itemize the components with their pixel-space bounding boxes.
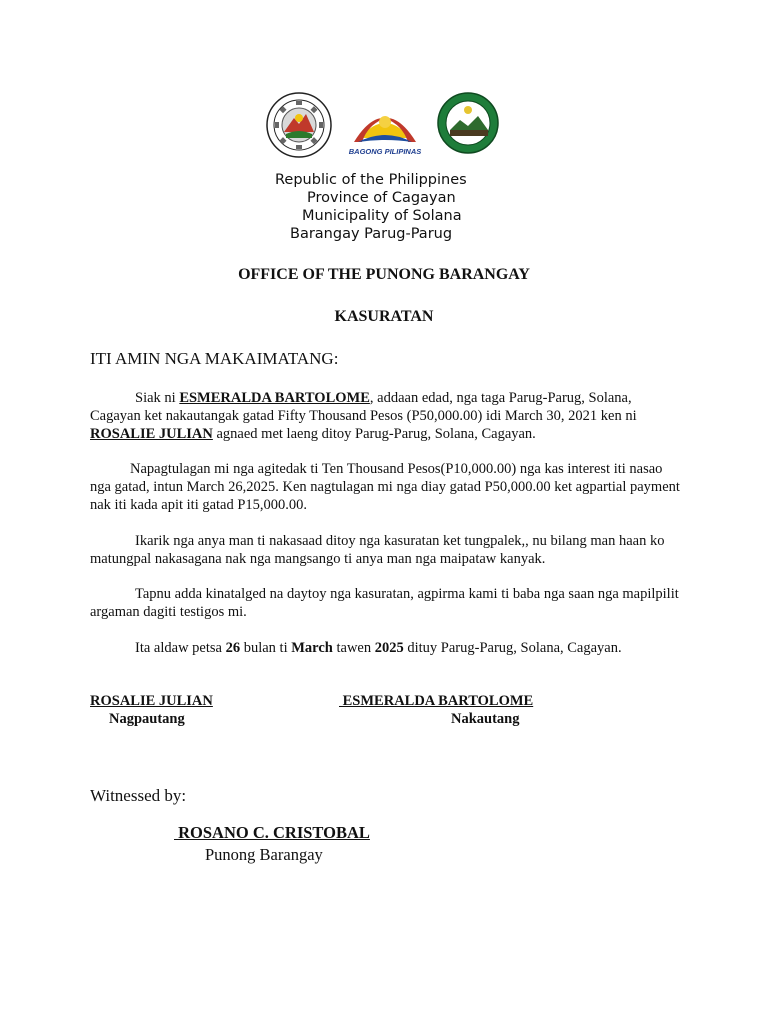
- witness-label: Witnessed by:: [90, 786, 187, 805]
- p1-text-c: agnaed met laeng ditoy Parug-Parug, Solana, Cagayan.: [212, 426, 536, 442]
- p1-text-b: , addaan edad, nga taga Parug-Parug, Solana, Cagayan ket nakautangak gatad Fifty Thousand Pesos (P50,000.00) idi March 30, 2021 ken ni: [90, 390, 637, 424]
- right-signatory-role: Nakautang: [451, 711, 520, 727]
- seals-row: [264, 92, 504, 162]
- p5-text-c: tawen: [332, 640, 375, 656]
- date-day: 26: [225, 640, 241, 656]
- barangay-seal-logo: [264, 92, 334, 158]
- header-municipality: Municipality of Solana: [302, 208, 462, 224]
- document-title: KASURATAN: [334, 308, 434, 325]
- paragraph-2: Napagtulagan mi nga agitedak ti Ten Thousand Pesos(P10,000.00) nga kas interest iti nasao nga gatad, intun March 26,2025. Ken nagtulagan mi nga diay gatad P50,000.00 ket agpartial payment nak iti kada apit iti gatad P15,000.00.: [90, 461, 680, 513]
- left-signatory-name: ROSALIE JULIAN: [90, 693, 213, 709]
- witness-name: ROSANO C. CRISTOBAL: [174, 823, 370, 842]
- witness-role: Punong Barangay: [205, 845, 323, 864]
- bagong-pilipinas-logo: [340, 98, 430, 158]
- header-province: Province of Cagayan: [307, 190, 456, 206]
- left-signatory-role: Nagpautang: [109, 711, 185, 727]
- creditor-name: ROSALIE JULIAN: [90, 426, 213, 442]
- date-month: March: [291, 640, 333, 656]
- paragraph-3: Ikarik nga anya man ti nakasaad ditoy nga kasuratan ket tungpalek,, nu bilang man haan ko matungpal nakasagana nak nga mangsango ti anya man nga maipataw kanyak.: [90, 533, 665, 567]
- paragraph-1: [90, 389, 680, 443]
- header-barangay: Barangay Parug-Parug: [290, 226, 453, 242]
- date-year: 2025: [374, 640, 404, 656]
- paragraph-4: Tapnu adda kinatalged na daytoy nga kasuratan, agpirma kami ti baba nga saan nga mapilpilit argaman dagiti testigos mi.: [90, 586, 679, 620]
- p5-text-a: Ita aldaw petsa: [135, 640, 226, 656]
- p5-text-d: dituy Parug-Parug, Solana, Cagayan.: [403, 640, 622, 656]
- header-republic: Republic of the Philippines: [275, 172, 467, 188]
- salutation: ITI AMIN NGA MAKAIMATANG:: [90, 349, 339, 368]
- p1-text-a: Siak ni: [135, 390, 180, 406]
- p5-text-b: bulan ti: [240, 640, 292, 656]
- bagong-pilipinas-text: BAGONG PILIPINAS: [348, 147, 422, 156]
- paragraph-5: [90, 639, 680, 657]
- right-signatory-name: ESMERALDA BARTOLOME: [339, 693, 534, 709]
- debtor-name: ESMERALDA BARTOLOME: [179, 390, 370, 406]
- municipal-seal-logo: [434, 92, 502, 154]
- office-title: OFFICE OF THE PUNONG BARANGAY: [238, 266, 530, 283]
